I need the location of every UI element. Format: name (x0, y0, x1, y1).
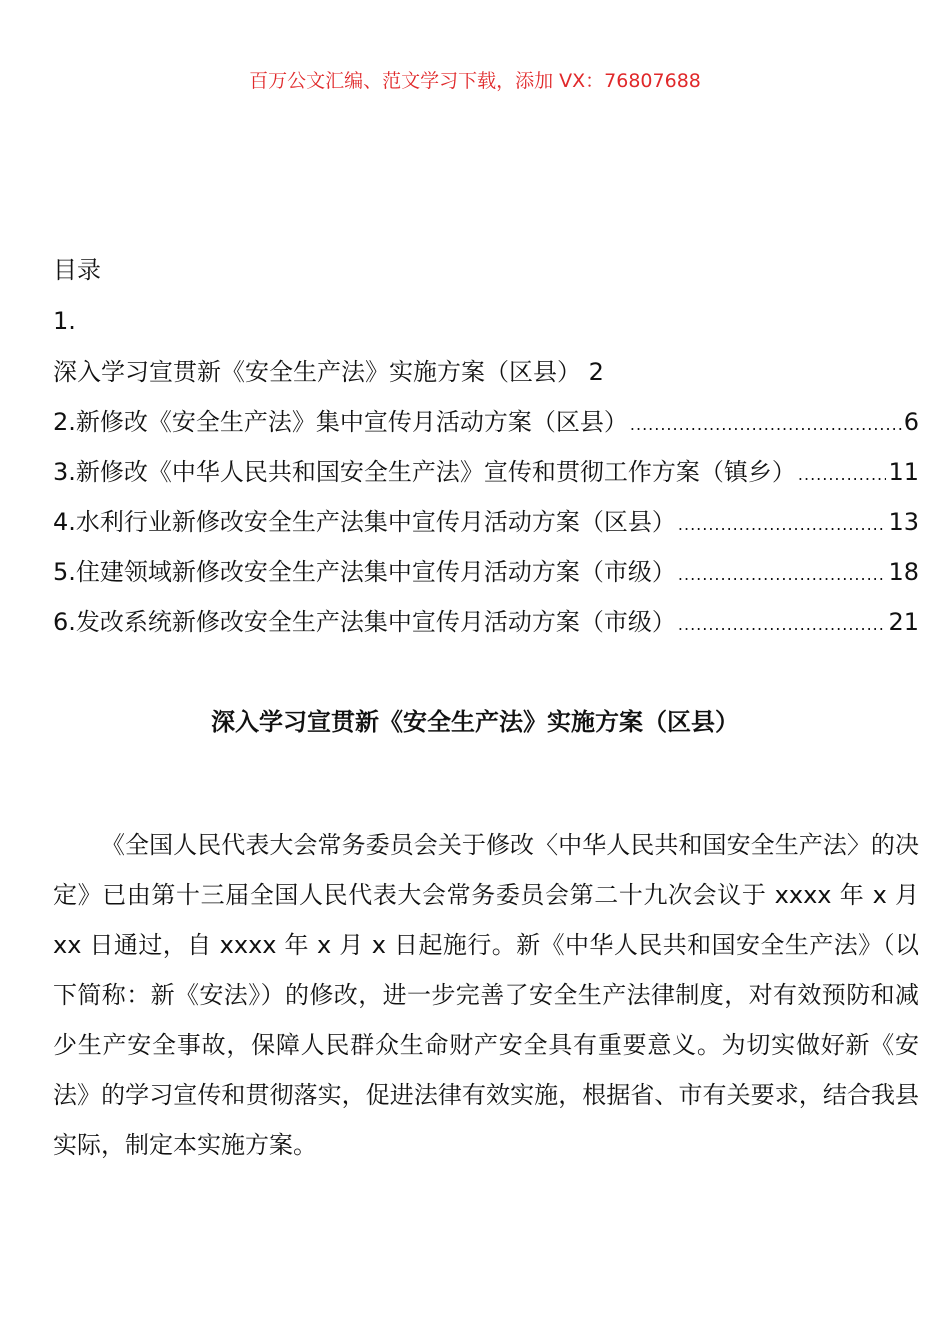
header-note: 百万公文汇编、范文学习下载，添加 VX：76807688 (249, 70, 701, 92)
toc-entry-6[interactable] (53, 602, 919, 642)
toc-entry-page: 13 (888, 508, 919, 536)
toc-entry-text: 2.新修改《安全生产法》集中宣传月活动方案（区县） (53, 408, 628, 436)
table-of-contents (53, 250, 919, 652)
body-paragraph: 《全国人民代表大会常务委员会关于修改〈中华人民共和国安全生产法〉的决定》已由第十三届全国人民代表大会常务委员会第二十九次会议于 xxxx 年 x 月 xx 日通过，自 xxxx 年 x 月 x 日起施行。新《中华人民共和国安全生产法》（以下简称：新《安法》）的修改，进一步完善了安全生产法律制度，对有效预防和减少生产安全事故，保障人民群众生命财产安全具有重要意义。为切实做好新《安法》的学习宣传和贯彻落实，促进法律有效实施，根据省、市有关要求，结合我县实际，制定本实施方案。 (53, 831, 919, 1159)
toc-entry-text: 3.新修改《中华人民共和国安全生产法》宣传和贯彻工作方案（镇乡） (53, 458, 796, 486)
toc-title: 目录 (53, 256, 101, 284)
toc-entry-3[interactable] (53, 452, 919, 492)
toc-leader-dots (678, 555, 887, 595)
toc-entry-page: 11 (888, 458, 919, 486)
toc-first-number: 1. (53, 307, 76, 335)
toc-entry-text: 深入学习宣贯新《安全生产法》实施方案（区县） 2 (53, 358, 604, 386)
toc-entry-2[interactable] (53, 402, 919, 442)
toc-leader-dots (678, 505, 887, 545)
toc-entry-text: 5.住建领域新修改安全生产法集中宣传月活动方案（市级） (53, 558, 676, 586)
toc-entry-page: 6 (903, 408, 919, 436)
toc-entry-1[interactable] (53, 352, 919, 392)
section-title: 深入学习宣贯新《安全生产法》实施方案（区县） (211, 708, 739, 736)
toc-leader-dots (678, 605, 887, 645)
toc-entry-text: 6.发改系统新修改安全生产法集中宣传月活动方案（市级） (53, 608, 676, 636)
toc-leader-dots (630, 405, 902, 445)
toc-leader-dots (798, 455, 887, 495)
toc-entry-page: 21 (888, 608, 919, 636)
toc-entry-4[interactable] (53, 502, 919, 542)
toc-entry-page: 18 (888, 558, 919, 586)
toc-entry-5[interactable] (53, 552, 919, 592)
toc-entry-text: 4.水利行业新修改安全生产法集中宣传月活动方案（区县） (53, 508, 676, 536)
